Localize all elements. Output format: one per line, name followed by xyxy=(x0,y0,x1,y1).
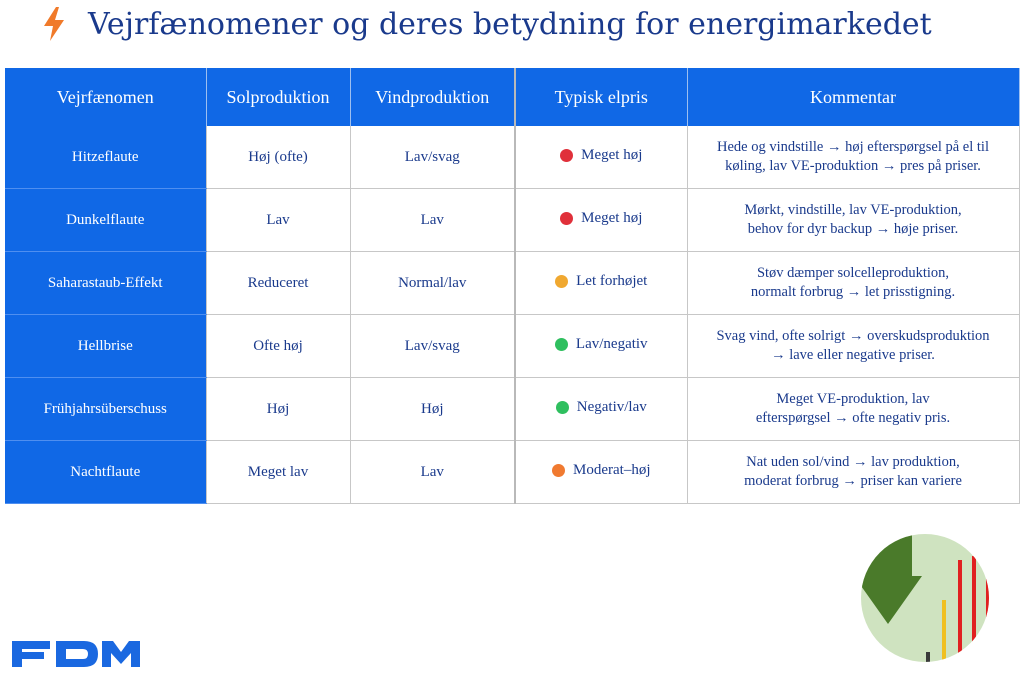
price-indicator-icon xyxy=(560,212,573,225)
comment-cell xyxy=(687,441,1019,504)
price-indicator-icon xyxy=(556,401,569,414)
table-row xyxy=(5,252,1019,315)
bar-mark xyxy=(926,652,930,666)
price-label: Negativ/lav xyxy=(576,399,647,415)
price-cell xyxy=(515,441,687,504)
phenomenon-cell: Frühjahrsüberschuss xyxy=(5,378,206,441)
header-phenomenon: Vejrfænomen xyxy=(5,68,206,126)
price-label: Moderat–høj xyxy=(573,462,651,478)
table-row xyxy=(5,189,1019,252)
phenomenon-cell: Saharastaub-Effekt xyxy=(5,252,206,315)
phenomenon-cell: Hitzeflaute xyxy=(5,126,206,189)
comment-line: normalt forbrug → let prisstigning. xyxy=(750,284,956,300)
comment-line: Nat uden sol/vind → lav produktion, xyxy=(746,454,960,470)
comment-cell xyxy=(687,252,1019,315)
comment-cell xyxy=(687,378,1019,441)
wind-cell: Normal/lav xyxy=(350,252,515,315)
bar-mark xyxy=(986,562,990,670)
solar-cell: Reduceret xyxy=(206,252,350,315)
price-indicator-icon xyxy=(560,149,573,162)
price-indicator-icon xyxy=(555,338,568,351)
price-label: Meget høj xyxy=(581,147,643,163)
price-label: Meget høj xyxy=(581,210,643,226)
solar-cell: Meget lav xyxy=(206,441,350,504)
solar-cell: Høj xyxy=(206,378,350,441)
page-title: Vejrfænomener og deres betydning for energimarkedet xyxy=(88,6,932,42)
bar-mark xyxy=(972,556,976,670)
comment-line: Hede og vindstille → høj efterspørgsel på el til xyxy=(717,139,989,155)
price-cell xyxy=(515,189,687,252)
comment-cell xyxy=(687,315,1019,378)
comment-line: → lave eller negative priser. xyxy=(771,347,935,363)
wind-cell: Lav xyxy=(350,189,515,252)
price-trend-graphic xyxy=(860,520,990,676)
header-solar: Solproduktion xyxy=(206,68,350,126)
comment-line: behov for dyr backup → høje priser. xyxy=(747,221,959,237)
phenomenon-cell: Hellbrise xyxy=(5,315,206,378)
comment-line: Støv dæmper solcelleproduktion, xyxy=(756,265,950,281)
title-bar xyxy=(40,2,932,46)
price-cell xyxy=(515,315,687,378)
comment-line: moderat forbrug → priser kan variere xyxy=(744,473,962,489)
wind-cell: Lav/svag xyxy=(350,126,515,189)
price-cell xyxy=(515,126,687,189)
fdm-logo xyxy=(10,638,142,670)
wind-cell: Høj xyxy=(350,378,515,441)
table-row xyxy=(5,378,1019,441)
phenomenon-cell: Dunkelflaute xyxy=(5,189,206,252)
weather-energy-table xyxy=(5,68,1020,504)
comment-line: Mørkt, vindstille, lav VE-produktion, xyxy=(744,202,962,218)
solar-cell: Høj (ofte) xyxy=(206,126,350,189)
solar-cell: Ofte høj xyxy=(206,315,350,378)
phenomenon-cell: Nachtflaute xyxy=(5,441,206,504)
table-row xyxy=(5,315,1019,378)
header-price: Typisk elpris xyxy=(515,68,687,126)
comment-cell xyxy=(687,189,1019,252)
price-indicator-icon xyxy=(552,464,565,477)
comment-line: Svag vind, ofte solrigt → overskudsproduktion xyxy=(716,328,990,344)
bar-mark xyxy=(942,600,946,670)
header-wind: Vindproduktion xyxy=(350,68,515,126)
comment-line: køling, lav VE-produktion → pres på priser. xyxy=(725,158,981,174)
wind-cell: Lav/svag xyxy=(350,315,515,378)
lightning-bolt-icon xyxy=(40,7,68,41)
price-cell xyxy=(515,378,687,441)
table-row xyxy=(5,126,1019,189)
comment-cell xyxy=(687,126,1019,189)
price-label: Lav/negativ xyxy=(575,336,648,352)
header-comment: Kommentar xyxy=(687,68,1019,126)
comment-line: Meget VE-produktion, lav xyxy=(776,391,930,407)
price-cell xyxy=(515,252,687,315)
bar-mark xyxy=(958,560,962,670)
wind-cell: Lav xyxy=(350,441,515,504)
solar-cell: Lav xyxy=(206,189,350,252)
price-label: Let forhøjet xyxy=(576,273,648,289)
table-row xyxy=(5,441,1019,504)
price-indicator-icon xyxy=(555,275,568,288)
comment-line: efterspørgsel → ofte negativ pris. xyxy=(755,410,951,426)
table-header-row xyxy=(5,68,1019,126)
